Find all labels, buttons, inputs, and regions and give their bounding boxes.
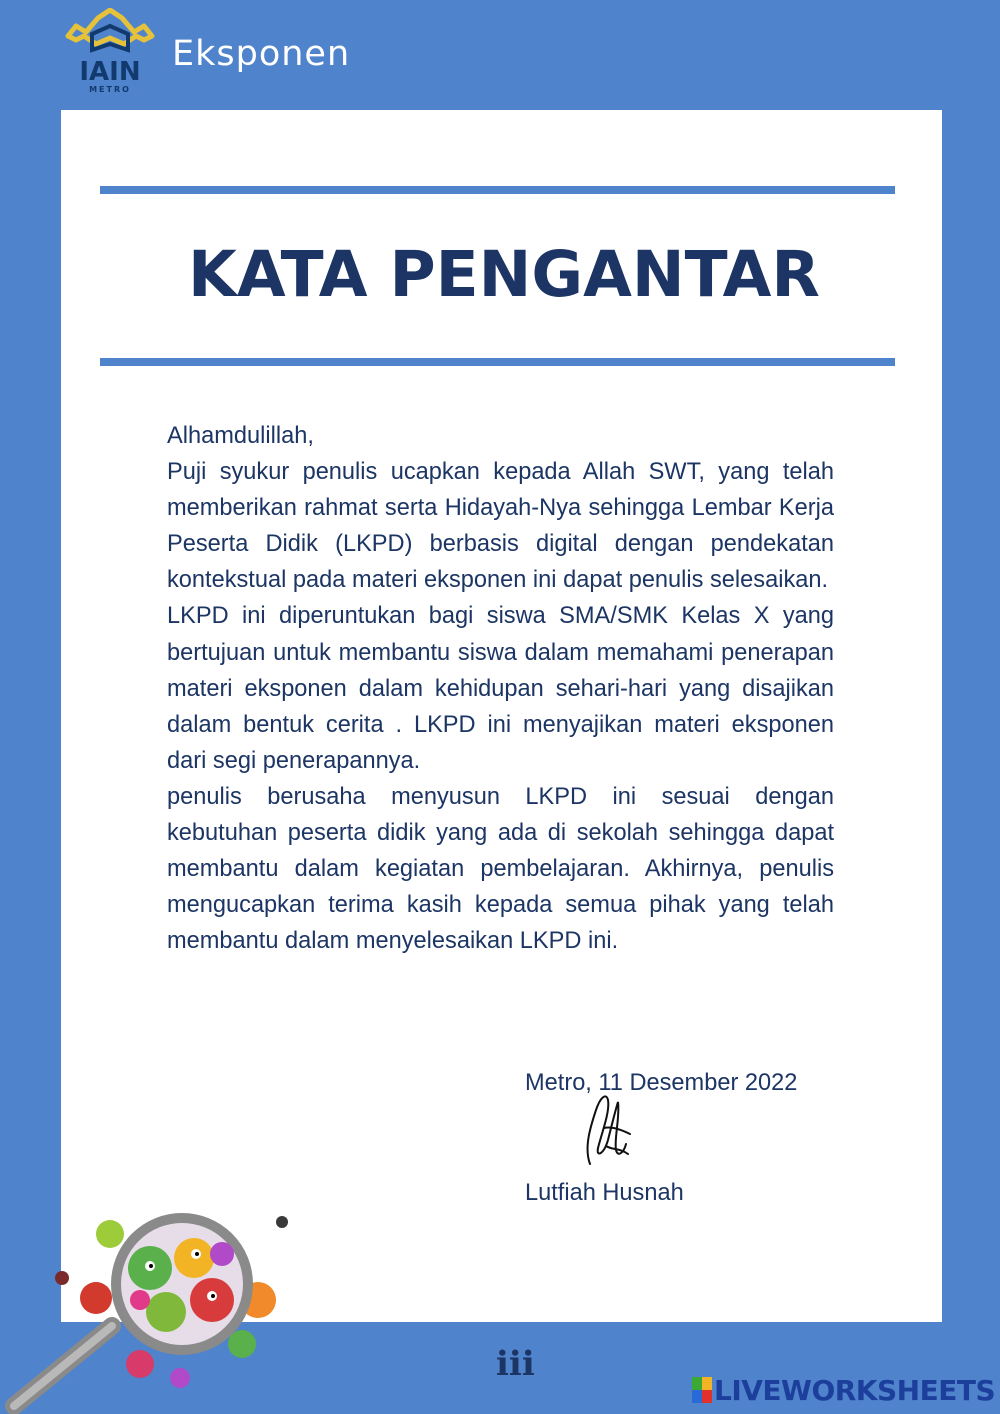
signature-mark [576, 1088, 636, 1172]
top-divider [100, 186, 895, 194]
bottom-divider [100, 358, 895, 366]
liveworksheets-watermark [692, 1370, 995, 1410]
liveworksheets-badge [692, 1377, 712, 1403]
iain-metro-logo [62, 8, 158, 96]
header-title: Eksponen [172, 34, 351, 74]
paragraph-closing: penulis berusaha menyusun LKPD ini sesuai dengan kebutuhan peserta didik yang ada di sekolah sehingga dapat membantu dalam kegiatan pembelajaran. Akhirnya, penulis mengucapkan terima kasih kepada semua pihak yang telah membantu dalam menyelesaikan LKPD ini. [167, 783, 834, 955]
paragraph-gratitude: Puji syukur penulis ucapkan kepada Allah SWT, yang telah memberikan rahmat serta Hidayah-Nya sehingga Lembar Kerja Peserta Didik (LKPD) berbasis digital dengan pendekatan kontekstual pada materi eksponen ini dapat penulis selesaikan. [167, 459, 834, 594]
place-date: Metro, 11 Desember 2022 [525, 1070, 798, 1096]
page-panel [61, 110, 942, 1322]
signer-name: Lutfiah Husnah [525, 1180, 684, 1206]
paragraph-purpose: LKPD ini diperuntukan bagi siswa SMA/SMK Kelas X yang bertujuan untuk membantu siswa dalam memahami penerapan materi eksponen dalam kehidupan sehari-hari yang disajikan dalam bentuk cerita . LKPD ini menyajikan materi eksponen dari segi penerapannya. [167, 603, 834, 774]
watermark-text: LIVEWORKSHEETS [714, 1373, 996, 1407]
magnifier-germs-illustration [0, 1196, 300, 1414]
page-number: iii [496, 1344, 535, 1384]
paragraph-greeting: Alhamdulillah, [167, 423, 314, 449]
logo-text: IAIN [79, 57, 141, 87]
preface-body [167, 418, 834, 959]
page-heading: KATA PENGANTAR [188, 238, 820, 311]
logo-subtext: METRO [89, 85, 131, 94]
